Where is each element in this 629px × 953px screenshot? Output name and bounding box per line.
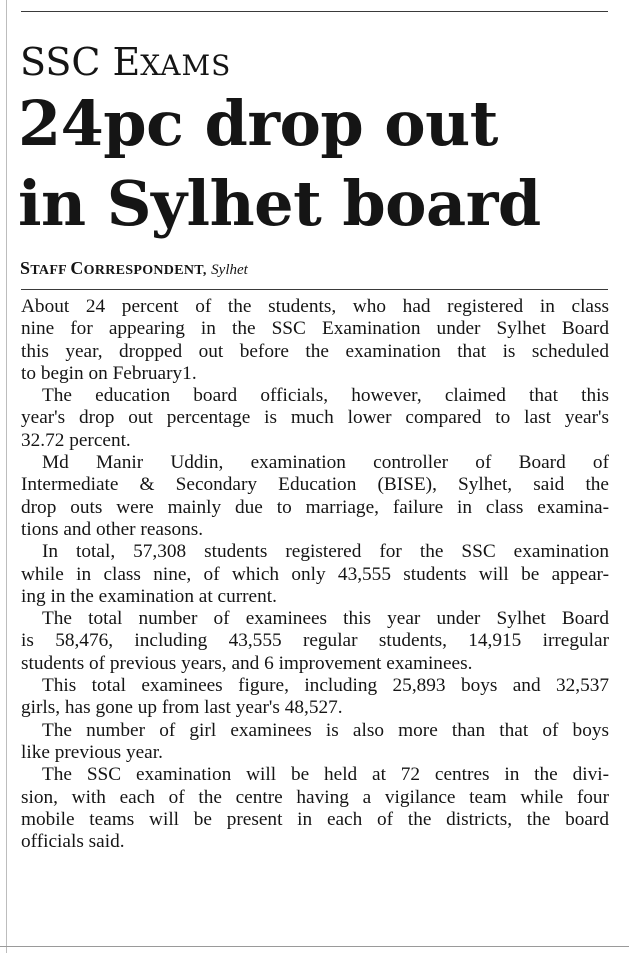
body-line: The education board officials, however, claimed that this xyxy=(42,385,609,407)
body-line: mobile teams will be present in each of the districts, the board xyxy=(21,808,609,830)
body-line: About 24 percent of the students, who had registered in class xyxy=(21,296,609,317)
byline-location: Sylhet xyxy=(211,262,248,278)
headline-line-1: 24pc drop out xyxy=(18,87,498,160)
top-rule xyxy=(21,11,608,12)
body-line: sion, with each of the centre having a vigilance team while four xyxy=(21,786,609,808)
headline-line-2: in Sylhet board xyxy=(18,167,541,240)
body-line: year's drop out percentage is much lower compared to last year's xyxy=(21,407,609,429)
body-line: to begin on February1. xyxy=(21,362,197,384)
body-line: The SSC examination will be held at 72 centres in the divi- xyxy=(42,764,609,786)
body-line: ing in the examination at current. xyxy=(21,585,277,607)
body-line: students of previous years, and 6 improvement examinees. xyxy=(21,652,473,674)
byline-author: STAFF CORRESPONDENT, xyxy=(20,258,207,278)
body-line: The number of girl examinees is also more than that of boys xyxy=(42,719,609,741)
body-line: like previous year. xyxy=(21,741,163,763)
bottom-rule xyxy=(0,946,629,947)
body-line: Intermediate & Secondary Education (BISE), Sylhet, said the xyxy=(21,474,609,496)
kicker: SSC EXAMS xyxy=(20,40,232,84)
article-body xyxy=(21,296,609,853)
body-line: officials said. xyxy=(21,831,125,853)
body-line: 32.72 percent. xyxy=(21,429,131,451)
page-edge-line xyxy=(6,0,7,953)
body-line: In total, 57,308 students registered for the SSC examination xyxy=(42,541,609,563)
body-line: Md Manir Uddin, examination controller of Board of xyxy=(42,452,609,474)
headline xyxy=(18,84,541,244)
body-line: while in class nine, of which only 43,555 students will be appear- xyxy=(21,563,609,585)
body-line: this year, dropped out before the examination that is scheduled xyxy=(21,340,609,362)
byline xyxy=(20,257,248,282)
body-line: drop outs were mainly due to marriage, failure in class examina- xyxy=(21,496,609,518)
body-line: is 58,476, including 43,555 regular students, 14,915 irregular xyxy=(21,630,609,652)
body-line: girls, has gone up from last year's 48,527. xyxy=(21,697,343,719)
body-line: tions and other reasons. xyxy=(21,518,204,540)
body-line: The total number of examinees this year under Sylhet Board xyxy=(42,608,609,630)
byline-rule xyxy=(21,289,608,290)
body-line: nine for appearing in the SSC Examination under Sylhet Board xyxy=(21,318,609,340)
body-line: This total examinees figure, including 25,893 boys and 32,537 xyxy=(42,675,609,697)
